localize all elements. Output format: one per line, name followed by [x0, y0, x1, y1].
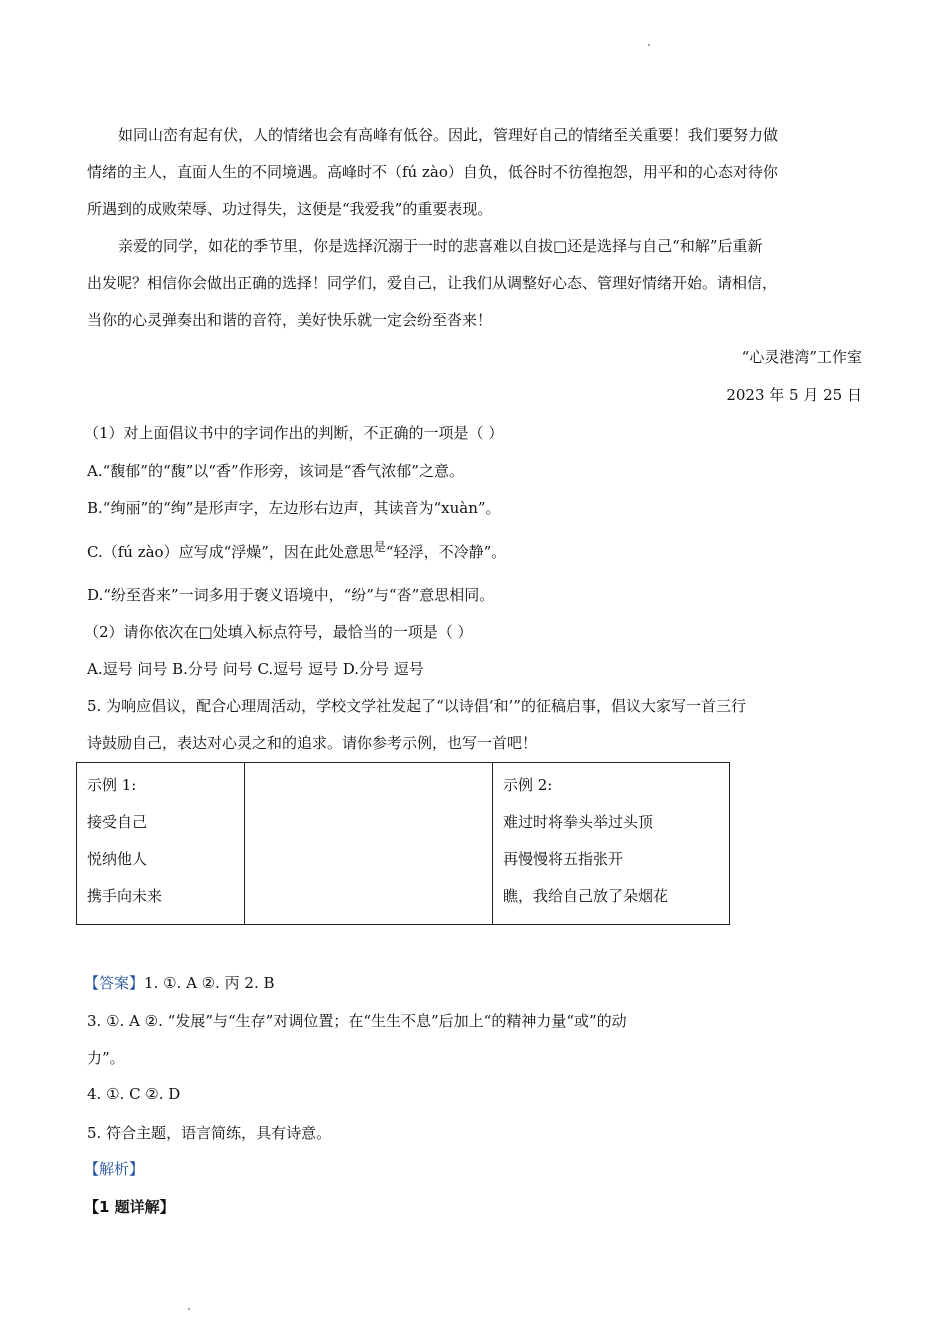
detail-heading: 【1 题详解】: [84, 1198, 175, 1216]
blank-cell: [245, 763, 493, 925]
analysis-heading: 【解析】: [84, 1160, 145, 1178]
paragraph1-line3: 所遇到的成败荣辱、功过得失，这便是“我爱我”的重要表现。: [87, 200, 493, 218]
example1-line1: 接受自己: [87, 813, 148, 831]
date: 2023 年 5 月 25 日: [726, 386, 862, 404]
q5-line1: 5. 为响应倡议，配合心理周活动，学校文学社发起了“以诗倡‘和’”的征稿启事，倡议大家写一首三行: [87, 697, 746, 715]
example2-cell: [493, 763, 730, 925]
answer-line1: [84, 972, 275, 993]
q1-option-a: A.“馥郁”的“馥”以“香”作形旁，该词是“香气浓郁”之意。: [87, 462, 464, 480]
example2-line1: 难过时将拳头举过头顶: [503, 813, 654, 831]
answer-tag: 【答案】: [84, 974, 145, 992]
page-mark-top: [648, 44, 650, 46]
q1-option-b: B.“绚丽”的“绚”是形声字，左边形右边声，其读音为“xuàn”。: [87, 499, 501, 517]
example1-line2: 悦纳他人: [87, 850, 148, 868]
paragraph2-line2: 出发呢？相信你会做出正确的选择！同学们，爱自己，让我们从调整好心态、管理好情绪开始。请相信，: [87, 274, 778, 292]
q2-stem: （2）请你依次在□处填入标点符号，最恰当的一项是（ ）: [84, 623, 473, 641]
answer-line4: 4. ①. C ②. D: [87, 1085, 181, 1103]
example1-title: 示例 1:: [87, 776, 137, 794]
paragraph1-line2: 情绪的主人，直面人生的不同境遇。高峰时不（fú zào）自负，低谷时不彷徨抱怨，用平和的心态对待你: [87, 163, 778, 181]
signature: “心灵港湾”工作室: [741, 348, 862, 366]
answer-line3b: 力”。: [87, 1049, 125, 1067]
example2-title: 示例 2:: [503, 776, 553, 794]
q2-options: A.逗号 问号 B.分号 问号 C.逗号 逗号 D.分号 逗号: [87, 660, 424, 678]
q1-option-c-before: C.（fú zào）应写成“浮燥”，因在此处意思: [87, 543, 374, 561]
example1-cell: [77, 763, 245, 925]
answer-line1-text: 1. ①. A ②. 丙 2. B: [144, 974, 275, 992]
page-mark-bottom: [188, 1308, 190, 1310]
q1-stem: （1）对上面倡议书中的字词作出的判断，不正确的一项是（ ）: [84, 424, 504, 442]
q5-line2: 诗鼓励自己，表达对心灵之和的追求。请你参考示例，也写一首吧！: [87, 734, 538, 752]
q1-option-c: [87, 541, 506, 562]
example1-line3: 携手向未来: [87, 887, 163, 905]
answer-line5: 5. 符合主题，语言简练，具有诗意。: [87, 1124, 332, 1142]
paragraph2-line3: 当你的心灵弹奏出和谐的音符，美好快乐就一定会纷至沓来！: [87, 311, 493, 329]
q1-option-c-sup: 是: [373, 540, 386, 554]
answer-line3: 3. ①. A ②. “发展”与“生存”对调位置；在“生生不息”后加上“的精神力量“或”的动: [87, 1012, 627, 1030]
example2-line3: 瞧，我给自己放了朵烟花: [503, 887, 669, 905]
example2-line2: 再慢慢将五指张开: [503, 850, 624, 868]
q1-option-d: D.“纷至沓来”一词多用于褒义语境中，“纷”与“沓”意思相同。: [87, 586, 495, 604]
paragraph1-line1: 如同山峦有起有伏，人的情绪也会有高峰有低谷。因此，管理好自己的情绪至关重要！我们要努力做: [118, 126, 779, 144]
example-table: [76, 762, 730, 925]
paragraph2-line1: 亲爱的同学，如花的季节里，你是选择沉溺于一时的悲喜难以自拔□还是选择与自己“和解”后重新: [118, 237, 763, 255]
q1-option-c-after: “轻浮，不冷静”。: [385, 543, 507, 561]
